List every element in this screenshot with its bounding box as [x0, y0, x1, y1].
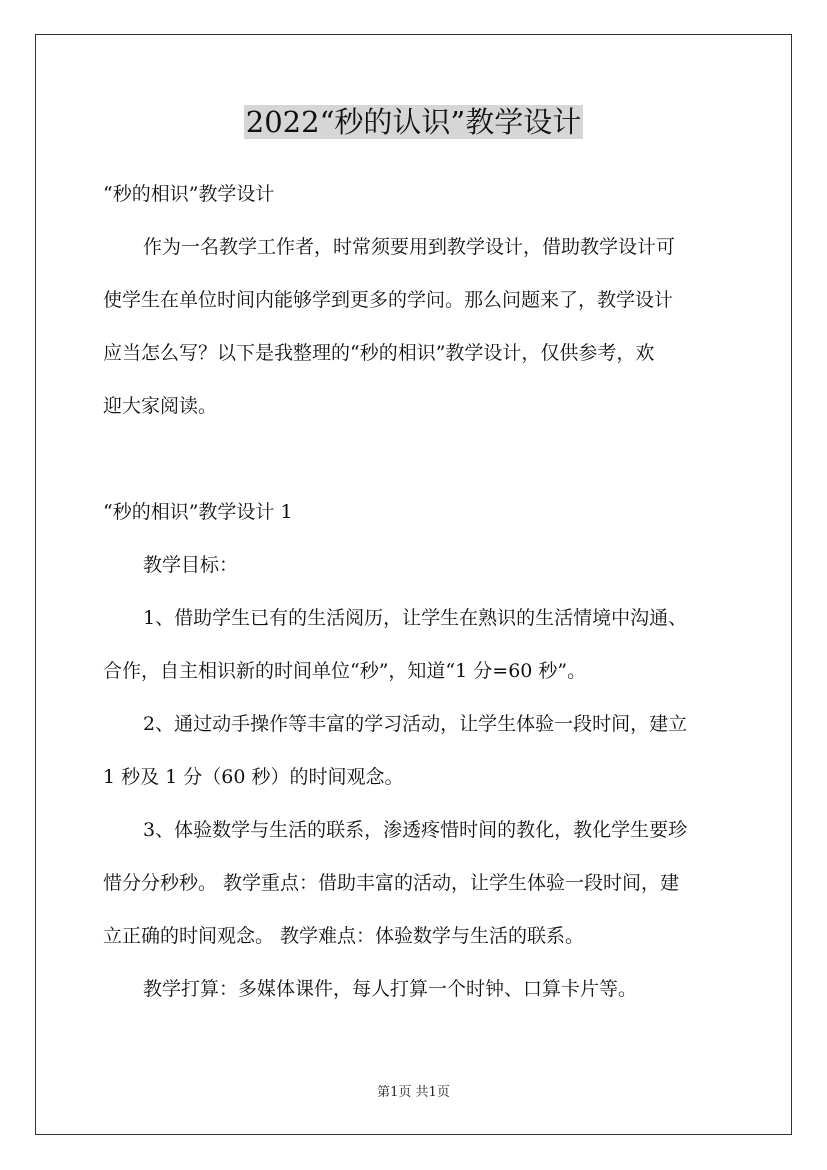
- subheading: “秒的相识”教学设计: [103, 183, 275, 205]
- intro-line: 应当怎么写？以下是我整理的“秒的相识”教学设计，仅供参考，欢: [103, 342, 655, 364]
- intro-line: 迎大家阅读。: [103, 395, 218, 417]
- objective-1-line: 1、借助学生已有的生活阅历，让学生在熟识的生活情境中沟通、: [143, 607, 688, 629]
- objectives-label: 教学目标：: [143, 554, 239, 576]
- section-heading: “秒的相识”教学设计 1: [103, 501, 293, 523]
- paragraph-gap: [103, 437, 731, 490]
- objective-3-line: 立正确的时间观念。 教学难点：体验数学与生活的联系。: [103, 925, 585, 947]
- intro-line: 作为一名教学工作者，时常须要用到教学设计，借助教学设计可: [143, 236, 676, 258]
- page-footer: 第1页 共1页: [377, 1085, 450, 1100]
- document-title: [0, 100, 827, 144]
- preparation-line: 教学打算：多媒体课件，每人打算一个时钟、口算卡片等。: [143, 978, 638, 1000]
- document-body: [103, 172, 731, 1020]
- objective-1-line: 合作，自主相识新的时间单位“秒”，知道“1 分=60 秒”。: [103, 660, 587, 682]
- objective-3-line: 3、体验数学与生活的联系，渗透疼惜时间的教化，教化学生要珍: [143, 819, 688, 841]
- objective-2-line: 2、通过动手操作等丰富的学习活动，让学生体验一段时间，建立: [143, 713, 688, 735]
- document-title-text: 2022“秒的认识”教学设计: [245, 105, 582, 139]
- objective-3-line: 惜分分秒秒。 教学重点：借助丰富的活动，让学生体验一段时间，建: [103, 872, 680, 894]
- objective-2-line: 1 秒及 1 分（60 秒）的时间观念。: [103, 766, 404, 788]
- intro-line: 使学生在单位时间内能够学到更多的学问。那么问题来了，教学设计: [103, 289, 674, 311]
